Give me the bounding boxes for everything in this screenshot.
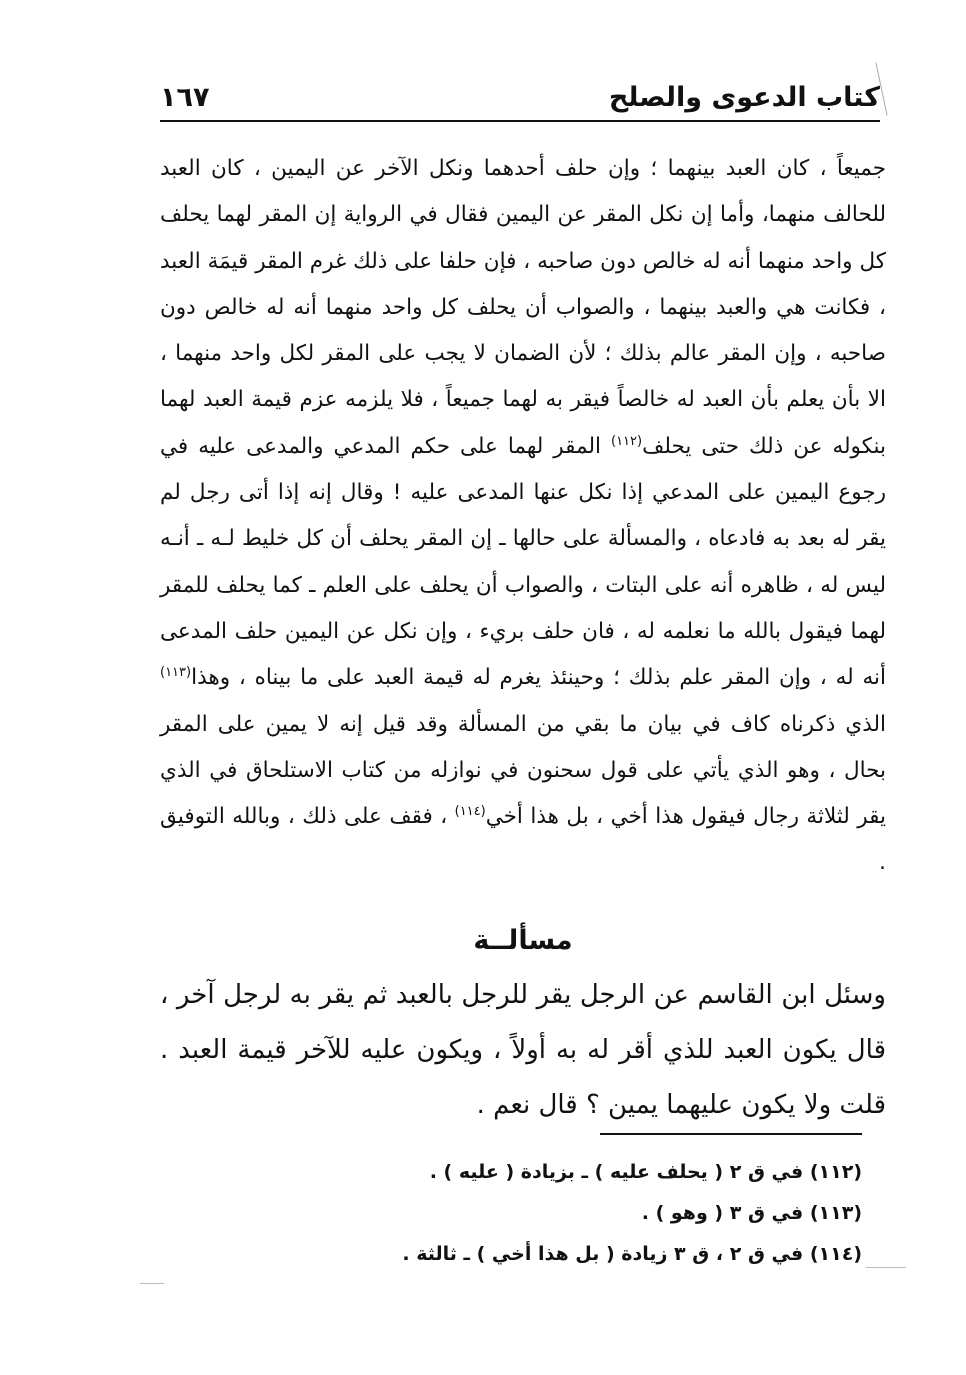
footnote-ref-114: (١١٤) xyxy=(454,804,486,819)
main-text-part-1: جميعاً ، كان العبد بينهما ؛ وإن حلف أحدهما ونكل الآخر عن اليمين ، كان العبد للحالف منهما، وأما إن نكل المقر عن اليمين فقال في الرواية إن المقر لهما يحلف كل واحد منهما أنه له خالص دون صاحبه ، فإن حلفا على ذلك غرم المقر قيمَة العبد ، فكانت هي والعبد بينهما ، والصواب أن يحلف كل واحد منهما أنه له خالص دون صاحبه ، وإن المقر عالم بذلك ؛ لأن الضمان لا يجب على المقر لكل واحد منهما ، الا بأن يعلم بأن العبد له خالصاً فيقر به لهما جميعاً ، فلا يلزمه عزم قيمة العبد لهما بنكوله عن ذلك حتى يحلف xyxy=(160,156,886,459)
page-number: ١٦٧ xyxy=(160,82,210,113)
main-text-part-4: ، فقف على ذلك ، وبالله التوفيق . xyxy=(160,804,886,876)
section-title: مسألــة xyxy=(473,925,573,956)
main-text-part-2: المقر لهما على حكم المدعي والمدعى عليه في رجوع اليمين على المدعي إذا نكل عنها المدعى عليه ! وقال إنه إذا أتى رجل لم يقر له بعد به فادعاه ، والمسألة على حالها ـ إن المقر يحلف أن كل خليط لـه ـ أنـه ليس له ، ظاهره أنه على البتات ، والصواب أن يحلف على العلم ـ كما يحلف للمقر لهما فيقول بالله ما نعلمه له ، فان حلف بريء ، وإن نكل عن اليمين حلف المدعى أنه له ، وإن المقر علم بذلك ؛ وحينئذ يغرم له قيمة العبد على ما بيناه ، وهذا xyxy=(160,433,886,691)
footnotes xyxy=(262,1152,862,1275)
footnote-112: (١١٢) في ق ٢ ( يحلف عليه ) ـ بزيادة ( عليه ) . xyxy=(429,1161,862,1183)
main-text-part-3: الذي ذكرناه كاف في بيان ما بقي من المسألة وقد قيل إنه لا يمين على المقر بحال ، وهو الذي يأتي على قول سحنون في نوازله من كتاب الاستلحاق في الذي يقر لثلاثة رجال فيقول هذا أخي ، بل هذا أخي xyxy=(160,711,887,830)
scan-margin-dash xyxy=(140,1283,164,1284)
footnote-ref-113: (١١٣) xyxy=(160,665,192,681)
page-header xyxy=(160,78,880,122)
footnote-114: (١١٤) في ق ٢ ، ق ٣ زيادة ( بل هذا أخي ) ـ ثالثة . xyxy=(402,1243,862,1265)
footnote-113: (١١٣) في ق ٣ ( وهو ) . xyxy=(641,1202,862,1224)
footnote-ref-112: (١١٢) xyxy=(610,433,643,449)
footnote-separator xyxy=(600,1133,862,1135)
main-text xyxy=(160,146,886,887)
scan-margin-dash-right xyxy=(866,1267,906,1268)
header-rule xyxy=(160,120,880,122)
running-title: كتاب الدعوى والصلح xyxy=(608,82,880,113)
main-paragraph xyxy=(160,146,886,887)
section-body xyxy=(160,968,886,1133)
section-paragraph: وسئل ابن القاسم عن الرجل يقر للرجل بالعبد ثم يقر به لرجل آخر ، قال يكون العبد للذي أقر له به أولاً ، ويكون عليه للآخر قيمة العبد . قلت ولا يكون عليهما يمين ؟ قال نعم . xyxy=(160,980,886,1120)
